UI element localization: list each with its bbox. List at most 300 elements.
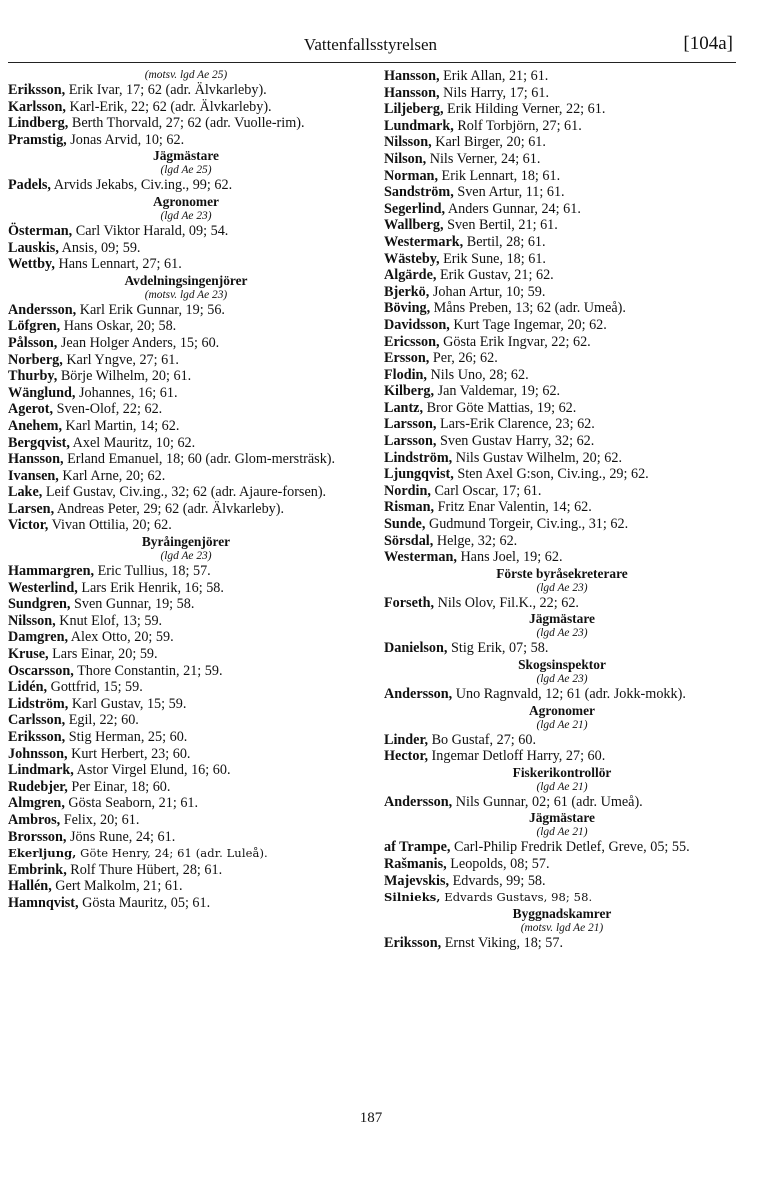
person-details: Karl Martin, 14; 62. xyxy=(62,417,180,434)
person-entry xyxy=(384,101,740,118)
person-surname: Andersson, xyxy=(384,793,453,810)
person-entry xyxy=(384,640,740,657)
section-continued xyxy=(8,68,364,148)
person-entry xyxy=(384,533,740,550)
salary-grade-note: (motsv. lgd Ae 25) xyxy=(144,69,228,81)
person-entry xyxy=(8,779,364,796)
salary-grade-note: (motsv. lgd Ae 21) xyxy=(520,921,604,934)
person-entry xyxy=(8,580,364,597)
person-surname: Lake, xyxy=(8,484,43,501)
section-continued xyxy=(384,68,740,566)
section-byggnadskamrer xyxy=(384,906,740,952)
section-header xyxy=(384,765,740,794)
person-surname: Algärde, xyxy=(384,267,437,284)
section-heading: Förste byråsekreterare xyxy=(496,565,628,581)
person-surname: Majevskis, xyxy=(384,872,450,889)
person-entry xyxy=(384,184,740,201)
person-entry xyxy=(384,935,740,952)
person-details: Andreas Peter, 29; 62 (adr. Älvkarleby). xyxy=(54,500,285,517)
person-surname: Nilsson, xyxy=(384,134,432,151)
person-entry xyxy=(8,762,364,779)
person-details: Erland Emanuel, 18; 60 (adr. Glom-mersträsk). xyxy=(63,451,336,468)
person-entry xyxy=(8,829,364,846)
person-entry xyxy=(384,549,740,566)
person-surname: Rašmanis, xyxy=(384,855,447,872)
person-entry xyxy=(384,595,740,612)
person-surname: Silnieks, xyxy=(384,890,441,905)
person-entry xyxy=(8,712,364,729)
person-entry xyxy=(384,483,740,500)
person-surname: Anehem, xyxy=(8,417,62,434)
person-entry xyxy=(8,223,364,240)
person-details: Sven Gunnar, 19; 58. xyxy=(70,596,195,613)
person-details: Axel Mauritz, 10; 62. xyxy=(69,434,196,451)
section-heading: Byråingenjörer xyxy=(141,534,231,550)
person-details: Hans Oskar, 20; 58. xyxy=(60,318,177,335)
person-details: Erik Hilding Verner, 22; 61. xyxy=(443,101,606,118)
salary-grade-note: (lgd Ae 23) xyxy=(536,673,588,685)
person-entry xyxy=(8,646,364,663)
person-entry xyxy=(8,318,364,335)
person-entry xyxy=(384,134,740,151)
person-details: Per Einar, 18; 60. xyxy=(67,778,171,795)
person-entry xyxy=(384,416,740,433)
person-details: Bror Göte Mattias, 19; 62. xyxy=(423,399,577,416)
person-surname: Pålsson, xyxy=(8,334,58,351)
person-details: Gösta Seaborn, 21; 61. xyxy=(64,795,199,812)
person-surname: Lindström, xyxy=(384,449,453,466)
person-entry xyxy=(8,501,364,518)
person-details: Per, 26; 62. xyxy=(429,350,498,367)
salary-grade-note: (lgd Ae 23) xyxy=(536,627,588,640)
person-entry xyxy=(8,352,364,369)
person-details: Nils Olov, Fil.K., 22; 62. xyxy=(434,594,579,611)
person-surname: Lidström, xyxy=(8,695,69,712)
person-details: Gösta Mauritz, 05; 61. xyxy=(78,894,211,911)
person-details: Gert Malkolm, 21; 61. xyxy=(51,878,183,895)
section-heading: Avdelningsingenjörer xyxy=(124,272,248,288)
section-header xyxy=(384,657,740,686)
person-entry xyxy=(8,82,364,99)
section-header xyxy=(8,68,364,82)
section-agronomer xyxy=(384,703,740,765)
person-entry xyxy=(384,433,740,450)
person-surname: Lundmark, xyxy=(384,117,454,134)
section-code: [104a] xyxy=(683,33,733,54)
person-details: Sten Axel G:son, Civ.ing., 29; 62. xyxy=(453,466,649,483)
person-details: Knut Elof, 13; 59. xyxy=(55,612,163,629)
section-jagmastare xyxy=(8,148,364,194)
person-entry xyxy=(384,466,740,483)
person-surname: Karlsson, xyxy=(8,98,66,115)
person-entry xyxy=(384,118,740,135)
person-details: Edvards, 99; 58. xyxy=(449,872,546,889)
person-entry xyxy=(8,517,364,534)
person-details: Eric Tullius, 18; 57. xyxy=(94,563,211,580)
person-details: Kurt Tage Ingemar, 20; 62. xyxy=(449,316,607,333)
person-surname: Ivansen, xyxy=(8,467,59,484)
person-details: Johannes, 16; 61. xyxy=(75,384,178,401)
person-surname: Davidsson, xyxy=(384,316,450,333)
person-entry xyxy=(8,401,364,418)
salary-grade-note: (lgd Ae 21) xyxy=(536,826,588,839)
person-surname: Nilsson, xyxy=(8,612,56,629)
person-details: Egil, 22; 60. xyxy=(65,712,139,729)
person-entry xyxy=(8,335,364,352)
person-entry xyxy=(384,217,740,234)
person-entry xyxy=(384,383,740,400)
person-details: Jonas Arvid, 10; 62. xyxy=(66,131,185,148)
person-details: Astor Virgel Elund, 16; 60. xyxy=(73,762,231,779)
person-surname: Hansson, xyxy=(384,68,440,84)
person-surname: Flodin, xyxy=(384,366,427,383)
person-details: Sven Bertil, 21; 61. xyxy=(443,217,558,234)
person-surname: Liljeberg, xyxy=(384,101,444,118)
person-details: Lars Einar, 20; 59. xyxy=(48,646,158,663)
person-entry xyxy=(384,334,740,351)
person-details: Lars Erik Henrik, 16; 58. xyxy=(77,579,224,596)
person-surname: Hector, xyxy=(384,748,428,765)
person-surname: Eriksson, xyxy=(384,934,442,951)
person-entry xyxy=(384,168,740,185)
person-details: Gottfrid, 15; 59. xyxy=(47,679,143,696)
section-header xyxy=(384,703,740,732)
person-surname: Andersson, xyxy=(384,686,453,702)
person-entry xyxy=(8,613,364,630)
person-surname: Wallberg, xyxy=(384,217,444,234)
header-rule xyxy=(8,62,736,63)
person-surname: Nordin, xyxy=(384,482,431,499)
person-surname: Andersson, xyxy=(8,301,77,318)
person-entry xyxy=(384,317,740,334)
person-details: Stig Herman, 25; 60. xyxy=(65,729,188,745)
section-forste-byrasekreterare xyxy=(384,566,740,612)
section-heading: Fiskerikontrollör xyxy=(512,764,612,780)
salary-grade-note: (lgd Ae 25) xyxy=(160,164,212,177)
person-surname: Pramstig, xyxy=(8,131,67,148)
person-surname: Lindmark, xyxy=(8,762,74,779)
person-surname: Wästeby, xyxy=(384,250,440,267)
person-entry xyxy=(8,468,364,485)
person-entry xyxy=(8,679,364,696)
person-details: Gösta Erik Ingvar, 22; 62. xyxy=(439,333,591,350)
person-entry xyxy=(384,300,740,317)
person-surname: Larsen, xyxy=(8,500,55,517)
section-heading: Jägmästare xyxy=(153,148,219,164)
person-details: Rolf Thure Hübert, 28; 61. xyxy=(66,861,223,878)
person-details: Börje Wilhelm, 20; 61. xyxy=(57,368,192,385)
section-jagmastare xyxy=(384,611,740,657)
person-surname: Lantz, xyxy=(384,399,424,416)
section-skogsinspektor xyxy=(384,657,740,703)
person-entry xyxy=(8,418,364,435)
person-surname: Forseth, xyxy=(384,594,435,611)
person-surname: Rudebjer, xyxy=(8,778,68,795)
person-surname: Norberg, xyxy=(8,351,63,368)
person-entry xyxy=(8,132,364,149)
person-details: Erik Allan, 21; 61. xyxy=(439,68,549,84)
person-surname: Westerman, xyxy=(384,549,457,566)
person-surname: Ekerljung, xyxy=(8,846,77,861)
person-surname: Eriksson, xyxy=(8,729,66,745)
person-details: Felix, 20; 61. xyxy=(60,811,140,828)
section-avdelningsingenjorer xyxy=(8,273,364,534)
person-entry xyxy=(8,563,364,580)
person-entry xyxy=(384,499,740,516)
person-surname: Löfgren, xyxy=(8,318,61,335)
person-details: Stig Erik, 07; 58. xyxy=(447,640,549,657)
person-entry xyxy=(384,732,740,749)
person-entry xyxy=(8,435,364,452)
person-entry xyxy=(8,484,364,501)
person-entry xyxy=(8,746,364,763)
person-surname: Westerlind, xyxy=(8,579,78,596)
section-header xyxy=(8,273,364,302)
person-surname: Segerlind, xyxy=(384,200,446,217)
page-number: 187 xyxy=(359,1110,383,1126)
person-details: Rolf Torbjörn, 27; 61. xyxy=(453,117,582,134)
section-heading: Byggnadskamrer xyxy=(512,905,612,921)
person-surname: Embrink, xyxy=(8,861,67,878)
page-header xyxy=(8,33,733,61)
person-details: Nils Gunnar, 02; 61 (adr. Umeå). xyxy=(452,793,643,810)
person-details: Sven Artur, 11; 61. xyxy=(453,184,565,201)
person-entry xyxy=(8,240,364,257)
person-details: Ernst Viking, 18; 57. xyxy=(441,934,564,951)
person-surname: Eriksson, xyxy=(8,82,66,98)
person-entry xyxy=(384,68,740,85)
person-details: Bertil, 28; 61. xyxy=(463,233,546,250)
section-header xyxy=(8,194,364,223)
person-details: Leopolds, 08; 57. xyxy=(446,855,550,872)
person-surname: Bjerkö, xyxy=(384,283,430,300)
person-surname: Risman, xyxy=(384,499,435,516)
person-details: Nils Gustav Wilhelm, 20; 62. xyxy=(452,449,622,466)
person-entry xyxy=(8,696,364,713)
person-entry xyxy=(8,385,364,402)
person-surname: Oscarsson, xyxy=(8,662,74,679)
person-entry xyxy=(384,839,740,856)
person-surname: Sandström, xyxy=(384,184,454,201)
person-details: Karl Birger, 20; 61. xyxy=(431,134,546,151)
person-entry xyxy=(384,400,740,417)
person-surname: Böving, xyxy=(384,300,431,317)
person-surname: Hallén, xyxy=(8,878,52,895)
person-surname: Sundgren, xyxy=(8,596,71,613)
person-surname: Lindberg, xyxy=(8,115,69,132)
person-surname: af Trampe, xyxy=(384,839,451,856)
person-surname: Sörsdal, xyxy=(384,532,434,549)
running-title: Vattenfallsstyrelsen xyxy=(303,35,438,54)
person-entry xyxy=(8,451,364,468)
person-entry xyxy=(384,889,740,906)
person-details: Erik Sune, 18; 61. xyxy=(439,250,546,267)
person-surname: Danielson, xyxy=(384,640,448,657)
section-fiskerikontrollor xyxy=(384,765,740,811)
person-entry xyxy=(384,748,740,765)
person-surname: Kruse, xyxy=(8,646,49,663)
person-entry xyxy=(8,878,364,895)
person-surname: Wänglund, xyxy=(8,384,76,401)
person-details: Carl-Philip Fredrik Detlef, Greve, 05; 55. xyxy=(450,839,690,856)
person-details: Kurt Herbert, 23; 60. xyxy=(67,745,191,762)
section-header xyxy=(8,534,364,563)
person-details: Jöns Rune, 24; 61. xyxy=(66,828,176,845)
section-header xyxy=(8,148,364,177)
person-surname: Damgren, xyxy=(8,629,69,646)
person-entry xyxy=(8,812,364,829)
section-header xyxy=(384,566,740,595)
person-entry xyxy=(384,450,740,467)
section-agronomer xyxy=(8,194,364,273)
person-details: Ingemar Detloff Harry, 27; 60. xyxy=(428,748,606,765)
person-details: Nils Uno, 28; 62. xyxy=(426,366,529,383)
person-details: Sven-Olof, 22; 62. xyxy=(53,401,163,418)
person-details: Uno Ragnvald, 12; 61 (adr. Jokk-mokk). xyxy=(452,686,686,702)
person-details: Arvids Jekabs, Civ.ing., 99; 62. xyxy=(50,177,233,194)
person-surname: Norman, xyxy=(384,167,438,184)
person-details: Karl Erik Gunnar, 19; 56. xyxy=(76,301,225,318)
person-details: Sven Gustav Harry, 32; 62. xyxy=(436,433,595,450)
person-entry xyxy=(8,596,364,613)
person-surname: Lauskis, xyxy=(8,239,59,256)
person-surname: Victor, xyxy=(8,517,49,534)
person-surname: Hammargren, xyxy=(8,563,95,580)
section-heading: Jägmästare xyxy=(529,810,595,826)
person-surname: Ericsson, xyxy=(384,333,440,350)
person-entry xyxy=(384,284,740,301)
person-entry xyxy=(8,845,364,862)
section-header xyxy=(384,906,740,935)
person-entry xyxy=(384,201,740,218)
person-details: Erik Lennart, 18; 61. xyxy=(438,167,561,184)
person-details: Måns Preben, 13; 62 (adr. Umeå). xyxy=(430,300,626,317)
person-entry xyxy=(384,267,740,284)
person-entry xyxy=(384,794,740,811)
person-entry xyxy=(384,367,740,384)
salary-grade-note: (lgd Ae 21) xyxy=(536,780,588,793)
person-surname: Hamnqvist, xyxy=(8,894,79,911)
person-entry xyxy=(8,795,364,812)
person-entry xyxy=(8,663,364,680)
person-surname: Larsson, xyxy=(384,433,437,450)
person-surname: Johnsson, xyxy=(8,745,68,762)
person-details: Erik Ivar, 17; 62 (adr. Älvkarleby). xyxy=(65,82,267,98)
person-details: Carl Oscar, 17; 61. xyxy=(430,482,542,499)
person-entry xyxy=(384,873,740,890)
person-surname: Kilberg, xyxy=(384,383,435,400)
person-details: Karl Yngve, 27; 61. xyxy=(62,351,179,368)
person-surname: Carlsson, xyxy=(8,712,66,729)
section-heading: Skogsinspektor xyxy=(518,657,606,672)
person-details: Johan Artur, 10; 59. xyxy=(429,283,546,300)
section-heading: Agronomer xyxy=(529,702,595,718)
person-entry xyxy=(8,862,364,879)
person-entry xyxy=(8,895,364,912)
person-entry xyxy=(8,256,364,273)
person-entry xyxy=(384,686,740,703)
person-surname: Hansson, xyxy=(8,451,64,468)
person-details: Ansis, 09; 59. xyxy=(58,239,141,256)
section-jagmastare xyxy=(384,810,740,905)
person-entry xyxy=(384,234,740,251)
person-entry xyxy=(384,516,740,533)
person-details: Nils Verner, 24; 61. xyxy=(426,150,541,167)
person-entry xyxy=(384,251,740,268)
person-entry xyxy=(8,177,364,194)
person-details: Carl Viktor Harald, 09; 54. xyxy=(72,222,229,239)
section-heading: Agronomer xyxy=(153,193,219,209)
person-entry xyxy=(8,368,364,385)
person-surname: Ljungqvist, xyxy=(384,466,454,483)
salary-grade-note: (motsv. lgd Ae 23) xyxy=(144,288,228,301)
person-details: Vivan Ottilia, 20; 62. xyxy=(48,517,172,534)
person-details: Karl Arne, 20; 62. xyxy=(58,467,166,484)
person-entry xyxy=(384,85,740,102)
person-surname: Sunde, xyxy=(384,516,426,533)
person-surname: Brorsson, xyxy=(8,828,67,845)
person-details: Anders Gunnar, 24; 61. xyxy=(445,200,581,217)
person-surname: Thurby, xyxy=(8,368,58,385)
section-byraingenjorer xyxy=(8,534,364,911)
section-header xyxy=(384,611,740,640)
person-details: Leif Gustav, Civ.ing., 32; 62 (adr. Ajaure-forsen). xyxy=(42,484,327,501)
person-details: Alex Otto, 20; 59. xyxy=(68,629,174,646)
person-surname: Larsson, xyxy=(384,416,437,433)
person-details: Hans Lennart, 27; 61. xyxy=(54,256,182,273)
section-header xyxy=(384,810,740,839)
person-details: Thore Constantin, 21; 59. xyxy=(73,662,223,679)
person-entry xyxy=(384,856,740,873)
person-entry xyxy=(8,115,364,132)
right-column xyxy=(384,68,740,951)
person-surname: Ambros, xyxy=(8,811,61,828)
person-surname: Nilson, xyxy=(384,150,427,167)
person-surname: Ersson, xyxy=(384,350,430,367)
person-surname: Österman, xyxy=(8,222,73,239)
section-heading: Jägmästare xyxy=(529,611,595,627)
person-details: Gudmund Torgeir, Civ.ing., 31; 62. xyxy=(425,516,629,533)
left-column xyxy=(8,68,364,912)
salary-grade-note: (lgd Ae 23) xyxy=(536,581,588,594)
person-details: Erik Gustav, 21; 62. xyxy=(436,267,554,284)
person-details: Bo Gustaf, 27; 60. xyxy=(428,731,537,748)
person-surname: Westermark, xyxy=(384,233,464,250)
person-details: Göte Henry, 24; 61 (adr. Luleå). xyxy=(76,846,268,861)
person-surname: Agerot, xyxy=(8,401,54,418)
person-details: Nils Harry, 17; 61. xyxy=(439,84,550,101)
salary-grade-note: (lgd Ae 23) xyxy=(160,209,212,222)
person-details: Lars-Erik Clarence, 23; 62. xyxy=(436,416,595,433)
person-surname: Linder, xyxy=(384,731,429,748)
person-surname: Lidén, xyxy=(8,679,48,696)
person-surname: Almgren, xyxy=(8,795,65,812)
person-details: Jan Valdemar, 19; 62. xyxy=(434,383,561,400)
person-entry xyxy=(384,350,740,367)
person-details: Karl Gustav, 15; 59. xyxy=(68,695,187,712)
person-details: Hans Joel, 19; 62. xyxy=(456,549,563,566)
person-surname: Bergqvist, xyxy=(8,434,70,451)
person-surname: Hansson, xyxy=(384,84,440,101)
person-entry xyxy=(8,302,364,319)
person-details: Berth Thorvald, 27; 62 (adr. Vuolle-rim). xyxy=(68,115,305,132)
person-entry xyxy=(8,629,364,646)
person-details: Jean Holger Anders, 15; 60. xyxy=(57,334,220,351)
person-details: Helge, 32; 62. xyxy=(433,532,518,549)
person-surname: Wettby, xyxy=(8,256,55,273)
person-details: Fritz Enar Valentin, 14; 62. xyxy=(434,499,592,516)
person-details: Karl-Erik, 22; 62 (adr. Älvkarleby). xyxy=(65,98,272,115)
